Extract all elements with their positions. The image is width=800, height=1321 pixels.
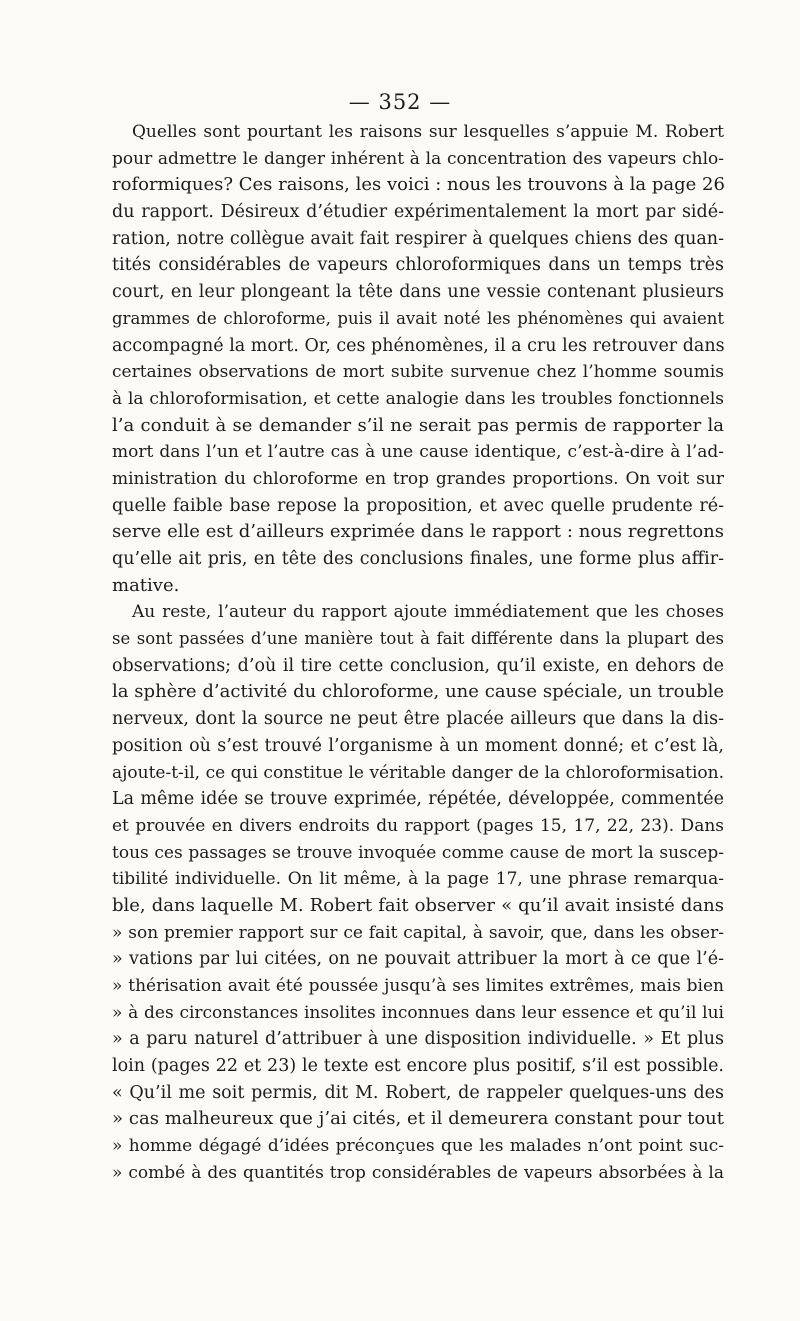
text-line: tités considérables de vapeurs chloroformiques dans un temps très [112, 255, 724, 276]
text-line: mort dans l’un et l’autre cas à une cause identique, c’est-à-dire à l’ad- [112, 442, 724, 463]
body-text [112, 119, 724, 1187]
text-line: mative. [112, 574, 180, 596]
text-line: » cas malheureux que j’ai cités, et il demeurera constant pour tout [112, 1108, 724, 1130]
text-line: pour admettre le danger inhérent à la concentration des vapeurs chlo- [112, 148, 724, 169]
text-line: » a paru naturel d’attribuer à une disposition individuelle. » Et plus [112, 1029, 724, 1050]
text-line: ministration du chloroforme en trop grandes proportions. On voit sur [112, 468, 724, 489]
text-line: ration, notre collègue avait fait respirer à quelques chiens des quan- [112, 228, 724, 249]
text-line: serve elle est d’ailleurs exprimée dans le rapport : nous regrettons [112, 521, 724, 543]
text-line: et prouvée en divers endroits du rapport (pages 15, 17, 22, 23). Dans [112, 815, 724, 836]
text-line: tibilité individuelle. On lit même, à la page 17, une phrase remarqua- [112, 869, 724, 890]
text-line: La même idée se trouve exprimée, répétée, développée, commentée [112, 789, 724, 810]
text-line: grammes de chloroforme, puis il avait noté les phénomènes qui avaient [112, 308, 724, 328]
text-line: Quelles sont pourtant les raisons sur lesquelles s’appuie M. Robert [132, 122, 724, 142]
text-line: » homme dégagé d’idées préconçues que les malades n’ont point suc- [112, 1136, 724, 1157]
text-line: ajoute-t-il, ce qui constitue le véritable danger de la chloroformisation. [112, 762, 724, 783]
text-line: accompagné la mort. Or, ces phénomènes, il a cru les retrouver dans [112, 335, 725, 356]
text-line: » thérisation avait été poussée jusqu’à ses limites extrêmes, mais bien [112, 976, 724, 996]
text-line: » à des circonstances insolites inconnues dans leur essence et qu’il lui [112, 1002, 724, 1023]
text-line: du rapport. Désireux d’étudier expérimentalement la mort par sidé- [112, 202, 724, 223]
text-line: se sont passées d’une manière tout à fait différente dans la plupart des [112, 629, 724, 649]
text-line: tous ces passages se trouve invoquée comme cause de mort la suscep- [112, 842, 724, 863]
text-line: Au reste, l’auteur du rapport ajoute immédiatement que les choses [132, 602, 724, 623]
paragraph [112, 599, 724, 1186]
text-line: roformiques? Ces raisons, les voici : nous les trouvons à la page 26 [112, 174, 725, 196]
text-line: » son premier rapport sur ce fait capital, à savoir, que, dans les obser- [112, 922, 724, 943]
text-line: à la chloroformisation, et cette analogie dans les troubles fonctionnels [112, 388, 724, 409]
text-line: » vations par lui citées, on ne pouvait attribuer la mort à ce que l’é- [112, 949, 724, 970]
page-number: — 352 — [348, 90, 452, 114]
paragraph [112, 119, 724, 599]
text-line: qu’elle ait pris, en tête des conclusions finales, une forme plus affir- [112, 549, 724, 569]
text-line: loin (pages 22 et 23) le texte est encore plus positif, s’il est possible. [112, 1056, 724, 1077]
text-line: « Qu’il me soit permis, dit M. Robert, de rappeler quelques-uns des [112, 1082, 724, 1103]
text-line: l’a conduit à se demander s’il ne serait pas permis de rapporter la [112, 414, 724, 436]
text-line: observations; d’où il tire cette conclusion, qu’il existe, en dehors de [112, 655, 724, 676]
text-line: court, en leur plongeant la tête dans une vessie contenant plusieurs [112, 282, 724, 303]
text-line: » combé à des quantités trop considérables de vapeurs absorbées à la [112, 1162, 724, 1183]
text-line: la sphère d’activité du chloroforme, une cause spéciale, un trouble [112, 681, 724, 703]
text-line: certaines observations de mort subite survenue chez l’homme soumis [112, 362, 724, 383]
text-line: position où s’est trouvé l’organisme à un moment donné; et c’est là, [112, 735, 724, 756]
text-line: quelle faible base repose la proposition, et avec quelle prudente ré- [112, 495, 724, 516]
text-line: nerveux, dont la source ne peut être placée ailleurs que dans la dis- [112, 709, 724, 730]
text-line: ble, dans laquelle M. Robert fait observer « qu’il avait insisté dans [112, 894, 724, 916]
